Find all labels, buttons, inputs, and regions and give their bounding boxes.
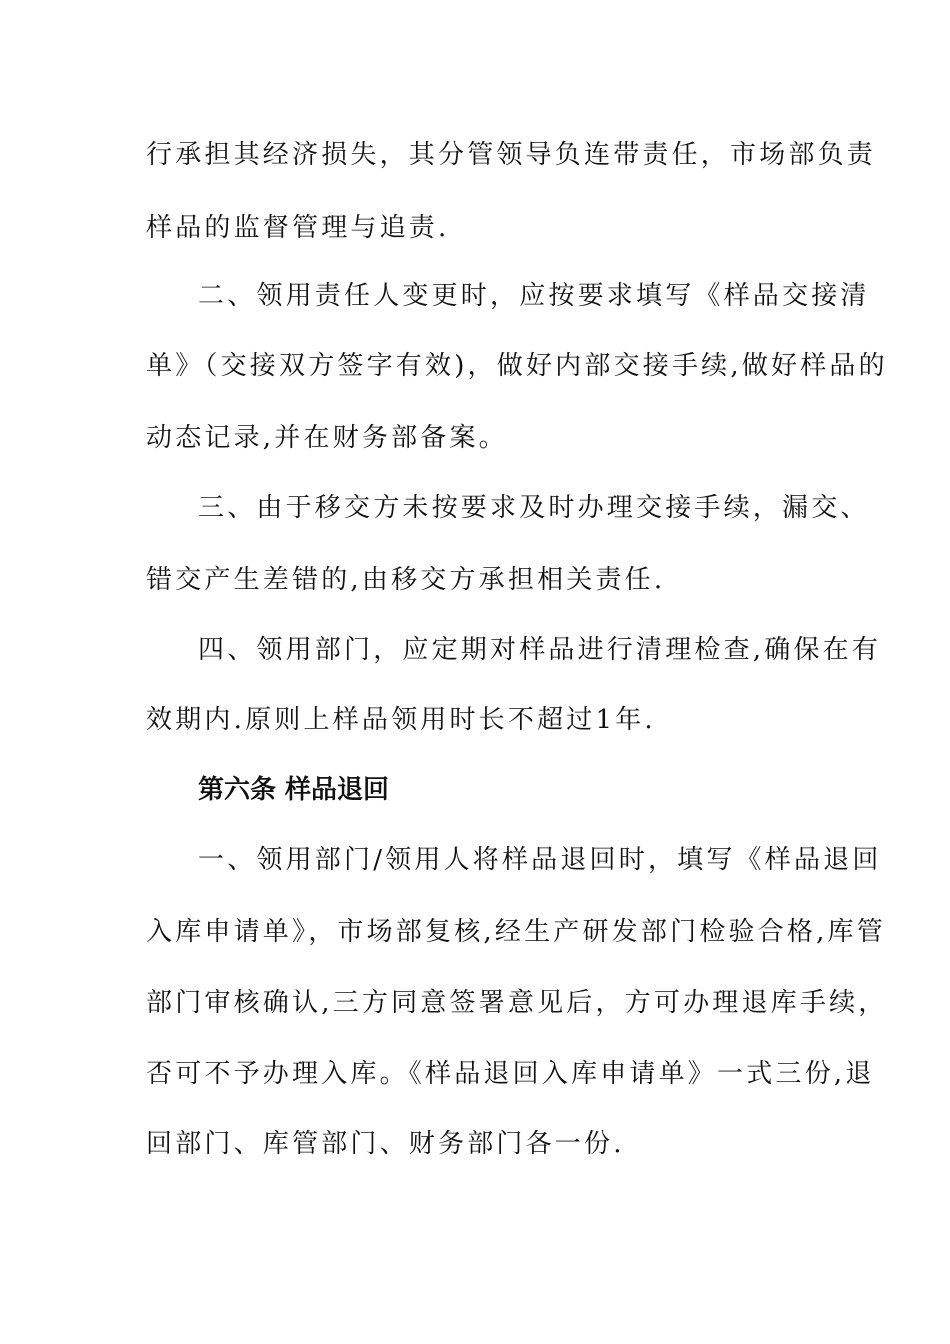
paragraph-line: 部门审核确认,三方同意签署意见后，方可办理退库手续， xyxy=(146,988,888,1018)
clause-1-line: 一、领用部门/领用人将样品退回时，填写《样品退回 xyxy=(198,845,882,875)
paragraph-line: 回部门、库管部门、财务部门各一份. xyxy=(146,1129,625,1159)
paragraph-line: 入库申请单》，市场部复核,经生产研发部门检验合格,库管 xyxy=(146,917,886,947)
clause-3-line: 三、由于移交方未按要求及时办理交接手续，漏交、 xyxy=(198,493,870,523)
clause-2-line: 二、领用责任人变更时，应按要求填写《样品交接清 xyxy=(198,281,870,311)
paragraph-line: 样品的监督管理与追责. xyxy=(146,213,450,243)
section-heading: 第六条 样品退回 xyxy=(198,775,390,805)
paragraph-line: 效期内.原则上样品领用时长不超过1年. xyxy=(146,705,656,735)
paragraph-line: 行承担其经济损失，其分管领导负连带责任，市场部负责 xyxy=(146,140,877,170)
paragraph-line: 动态记录,并在财务部备案。 xyxy=(146,423,508,453)
clause-4-line: 四、领用部门，应定期对样品进行清理检查,确保在有 xyxy=(198,635,882,665)
paragraph-line: 单》（交接双方签字有效)，做好内部交接手续,做好样品的 xyxy=(146,351,888,381)
paragraph-line: 错交产生差错的,由移交方承担相关责任. xyxy=(146,565,666,595)
paragraph-line: 否可不予办理入库。《样品退回入库申请单》一式三份,退 xyxy=(146,1059,875,1089)
